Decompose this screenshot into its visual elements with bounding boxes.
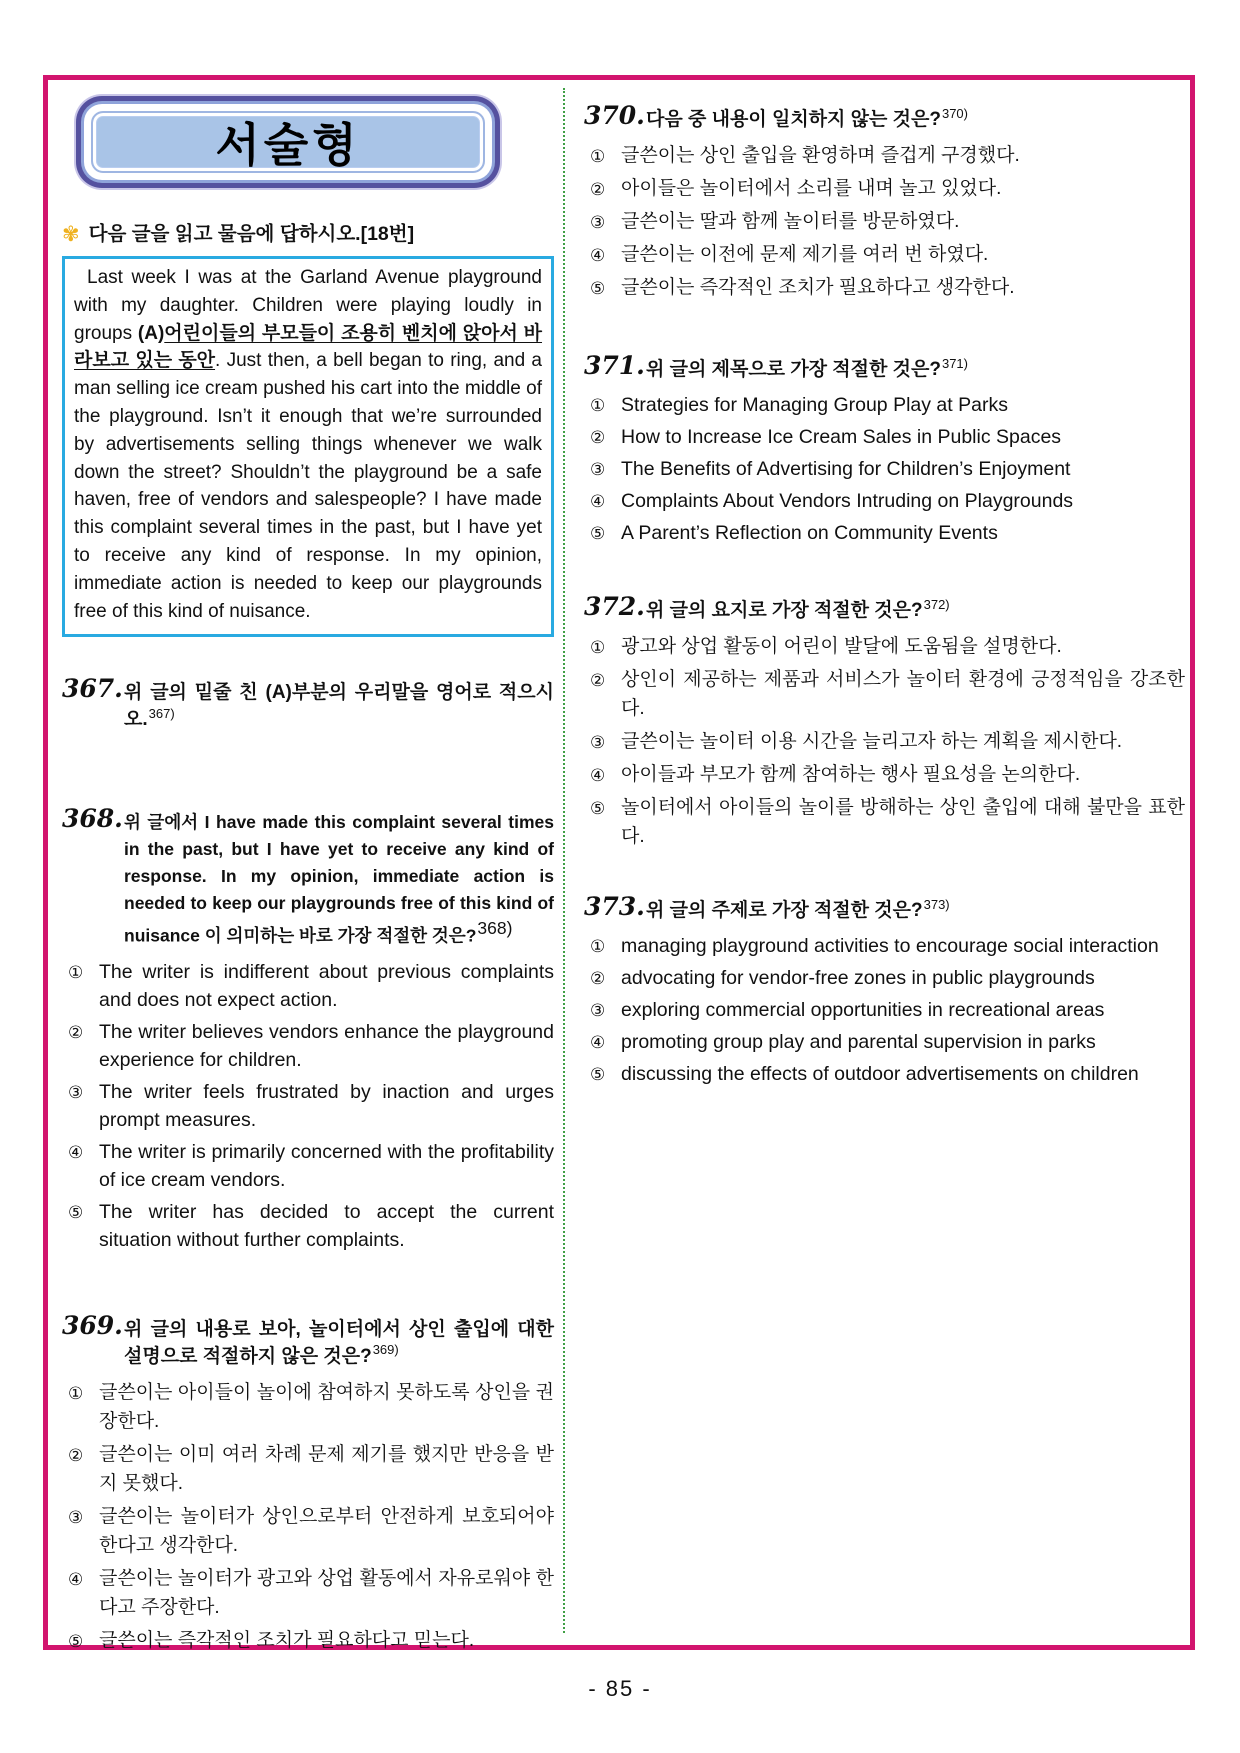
footnote-ref: 367) xyxy=(148,706,175,722)
footnote-ref: 370) xyxy=(941,105,968,121)
option-item xyxy=(590,793,1185,851)
option-text: 글쓴이는 놀이터가 광고와 상업 활동에서 자유로워야 한다고 주장한다. xyxy=(99,1567,554,1618)
footnote-ref: 371) xyxy=(941,355,968,371)
option-item xyxy=(590,207,1185,236)
question-370-stem: 370. 다음 중 내용이 일치하지 않는 것은?$^{370)}$ xyxy=(584,101,968,130)
option-item xyxy=(68,958,554,1014)
question-373-stem: 373. 위 글의 주제로 가장 적절한 것은?$^{373)}$ xyxy=(584,892,950,921)
option-text: A Parent’s Reflection on Community Events xyxy=(621,522,998,544)
title-white-ring xyxy=(84,104,492,180)
question-371-stem: 371. 위 글의 제목으로 가장 적절한 것은?$^{371)}$ xyxy=(584,351,968,380)
option-text: The writer feels frustrated by inaction and urges prompt measures. xyxy=(99,1080,554,1131)
passage xyxy=(74,264,542,625)
option-item xyxy=(590,273,1185,302)
option-text: The writer has decided to accept the current situation without further complaints. xyxy=(99,1200,554,1251)
option-text: The writer is primarily concerned with the profitability of ice cream vendors. xyxy=(99,1140,554,1191)
option-item xyxy=(68,1378,554,1436)
option-text: 광고와 상업 활동이 어린이 발달에 도움됨을 설명한다. xyxy=(621,636,1062,657)
right-column xyxy=(584,101,1185,1092)
question-369-stem: 369. 위 글의 내용로 보아, 놀이터에서 상인 출입에 대한 설명으로 적절하지 않은 것은?$^{369)}$ xyxy=(62,1310,554,1367)
section-title-box xyxy=(76,96,500,188)
option-text: exploring commercial opportunities in recreational areas xyxy=(621,999,1105,1021)
option-marker: ⑤ xyxy=(68,1631,84,1651)
option-marker: ② xyxy=(590,671,606,690)
question-number: 373. xyxy=(584,892,645,921)
option-item xyxy=(590,455,1185,483)
section-title: 서술형 xyxy=(91,111,485,173)
option-marker: ① xyxy=(68,962,84,982)
footnote-ref: 368) xyxy=(477,918,513,939)
question-372 xyxy=(584,592,1185,851)
question-number: 372. xyxy=(584,592,645,621)
footnote-ref: 369) xyxy=(372,1342,399,1358)
question-369 xyxy=(62,1310,554,1655)
option-item xyxy=(590,665,1185,723)
option-item xyxy=(68,1198,554,1254)
options-list xyxy=(584,391,1185,547)
question-number: 368. xyxy=(62,804,123,834)
question-number: 370. xyxy=(584,101,645,130)
option-text: 놀이터에서 아이들의 놀이를 방해하는 상인 출입에 대해 불만을 표한다. xyxy=(621,797,1185,847)
option-marker: ② xyxy=(68,1445,84,1465)
question-368-stem: 368. 위 글에서 I have made this complaint several times in the past, but I have yet to receive any kind of response. In my opinion, immediate action is needed to keep our playgrounds free of this kind of nuisance 이 의미하는 바로 가장 적절한 것은?$^{368)}$ xyxy=(62,804,554,946)
option-text: The Benefits of Advertising for Children’s Enjoyment xyxy=(621,458,1071,480)
option-item xyxy=(590,964,1185,992)
option-marker: ① xyxy=(68,1383,84,1403)
option-item xyxy=(590,760,1185,789)
question-number: 369. xyxy=(62,1310,123,1340)
option-item xyxy=(590,423,1185,451)
option-item xyxy=(68,1078,554,1134)
question-370 xyxy=(584,101,1185,302)
option-text: How to Increase Ice Cream Sales in Public Spaces xyxy=(621,426,1062,448)
option-text: promoting group play and parental supervision in parks xyxy=(621,1031,1096,1053)
option-marker: ③ xyxy=(590,213,606,232)
instruction-line xyxy=(62,218,554,247)
flower-icon: ✾ xyxy=(62,223,80,246)
question-371 xyxy=(584,351,1185,547)
option-item xyxy=(68,1440,554,1498)
passage-text-pre: Last week I was at the Garland Avenue playground with my daughter. Children were playing loudly in groups xyxy=(74,267,542,344)
question-373 xyxy=(584,892,1185,1088)
option-marker: ④ xyxy=(68,1142,84,1162)
column-divider xyxy=(563,88,565,1633)
question-number: 367. xyxy=(62,674,123,704)
instruction-text: 다음 글을 읽고 물음에 답하시오.[18번] xyxy=(88,223,415,245)
option-text: 아이들은 놀이터에서 소리를 내며 놀고 있었다. xyxy=(621,178,1002,199)
options-list xyxy=(584,632,1185,851)
footnote-ref: 372) xyxy=(923,596,950,612)
option-text: 글쓴이는 놀이터가 상인으로부터 안전하게 보호되어야 한다고 생각한다. xyxy=(99,1505,554,1556)
question-367-stem: 367. 위 글의 밑줄 친 (A)부분의 우리말을 영어로 적으시오.$^{367)}$ xyxy=(62,674,554,731)
option-item xyxy=(68,1626,554,1655)
option-text: managing playground activities to encourage social interaction xyxy=(621,935,1159,957)
options-list xyxy=(584,932,1185,1088)
options-list xyxy=(584,141,1185,302)
option-text: 글쓴이는 즉각적인 조치가 필요하다고 생각한다. xyxy=(621,277,1015,298)
option-text: 글쓴이는 아이들이 놀이에 참여하지 못하도록 상인을 권장한다. xyxy=(99,1381,554,1432)
passage-box xyxy=(62,256,554,637)
option-item xyxy=(590,240,1185,269)
option-text: 상인이 제공하는 제품과 서비스가 놀이터 환경에 긍정적임을 강조한다. xyxy=(621,669,1185,719)
question-368 xyxy=(62,804,554,1253)
question-372-stem: 372. 위 글의 요지로 가장 적절한 것은?$^{372)}$ xyxy=(584,592,950,621)
option-text: The writer is indifferent about previous complaints and does not expect action. xyxy=(99,960,554,1011)
option-marker: ② xyxy=(590,180,606,199)
option-item xyxy=(590,727,1185,756)
option-item xyxy=(590,141,1185,170)
option-marker: ③ xyxy=(68,1507,84,1527)
passage-text-post: . Just then, a bell began to ring, and a man selling ice cream pushed his cart into the middle of the playground. Isn’t it enough that we’re surrounded by advertisements selling things whenever we walk down the street? Shouldn’t the playground be a safe haven, free of vendors and salespeople? I have made this complaint several times in the past, but I have yet to receive any kind of response. In my opinion, immediate action is needed to keep our playgrounds free of this kind of nuisance. xyxy=(74,350,542,622)
option-marker: ② xyxy=(68,1022,84,1042)
option-text: 글쓴이는 상인 출입을 환영하며 즐겁게 구경했다. xyxy=(621,145,1020,166)
option-marker: ⑤ xyxy=(590,524,606,543)
option-marker: ⑤ xyxy=(590,1065,606,1084)
option-item xyxy=(590,1060,1185,1088)
option-marker: ① xyxy=(590,638,606,657)
option-item xyxy=(68,1018,554,1074)
option-text: The writer believes vendors enhance the playground experience for children. xyxy=(99,1020,554,1071)
options-list xyxy=(62,958,554,1254)
option-item xyxy=(590,174,1185,203)
left-column xyxy=(62,96,554,1659)
option-marker: ④ xyxy=(590,492,606,511)
option-text: 글쓴이는 이미 여러 차례 문제 제기를 했지만 반응을 받지 못했다. xyxy=(99,1443,554,1494)
option-marker: ② xyxy=(590,969,606,988)
option-text: discussing the effects of outdoor advertisements on children xyxy=(621,1063,1139,1085)
option-text: 글쓴이는 딸과 함께 놀이터를 방문하였다. xyxy=(621,211,960,232)
page-number: - 85 - xyxy=(588,1676,652,1701)
option-text: 글쓴이는 즉각적인 조치가 필요하다고 믿는다. xyxy=(99,1629,475,1651)
option-marker: ① xyxy=(590,937,606,956)
option-marker: ③ xyxy=(590,1001,606,1020)
option-marker: ③ xyxy=(68,1082,84,1102)
option-text: 글쓴이는 이전에 문제 제기를 여러 번 하였다. xyxy=(621,244,989,265)
option-marker: ④ xyxy=(68,1569,84,1589)
option-marker: ⑤ xyxy=(590,799,606,818)
option-text: 글쓴이는 놀이터 이용 시간을 늘리고자 하는 계획을 제시한다. xyxy=(621,731,1123,752)
options-list xyxy=(62,1378,554,1655)
option-marker: ⑤ xyxy=(590,279,606,298)
option-marker: ④ xyxy=(590,246,606,265)
option-marker: ① xyxy=(590,147,606,166)
option-text: Strategies for Managing Group Play at Parks xyxy=(621,394,1008,416)
option-item xyxy=(590,519,1185,547)
title-middle-ring xyxy=(81,101,495,183)
option-text: Complaints About Vendors Intruding on Playgrounds xyxy=(621,490,1074,512)
option-item xyxy=(590,632,1185,661)
passage-label-A: (A) xyxy=(137,322,165,344)
option-item xyxy=(68,1564,554,1622)
question-number: 371. xyxy=(584,351,645,380)
passage-underlined-korean: 어린이들의 부모들이 조용히 벤치에 앉아서 바라보고 있는 동안 xyxy=(74,322,543,372)
option-item xyxy=(590,996,1185,1024)
option-text: advocating for vendor-free zones in public playgrounds xyxy=(621,967,1095,989)
option-marker: ③ xyxy=(590,733,606,752)
title-outer-ring xyxy=(76,96,500,188)
option-marker: ④ xyxy=(590,1033,606,1052)
option-marker: ③ xyxy=(590,460,606,479)
option-item xyxy=(68,1502,554,1560)
option-text: 아이들과 부모가 함께 참여하는 행사 필요성을 논의한다. xyxy=(621,764,1081,785)
option-item xyxy=(68,1138,554,1194)
option-item xyxy=(590,487,1185,515)
option-item xyxy=(590,932,1185,960)
question-367 xyxy=(62,674,554,733)
option-item xyxy=(590,391,1185,419)
footnote-ref: 373) xyxy=(923,896,950,912)
option-marker: ④ xyxy=(590,766,606,785)
option-marker: ① xyxy=(590,396,606,415)
option-marker: ⑤ xyxy=(68,1202,84,1222)
option-item xyxy=(590,1028,1185,1056)
option-marker: ② xyxy=(590,428,606,447)
